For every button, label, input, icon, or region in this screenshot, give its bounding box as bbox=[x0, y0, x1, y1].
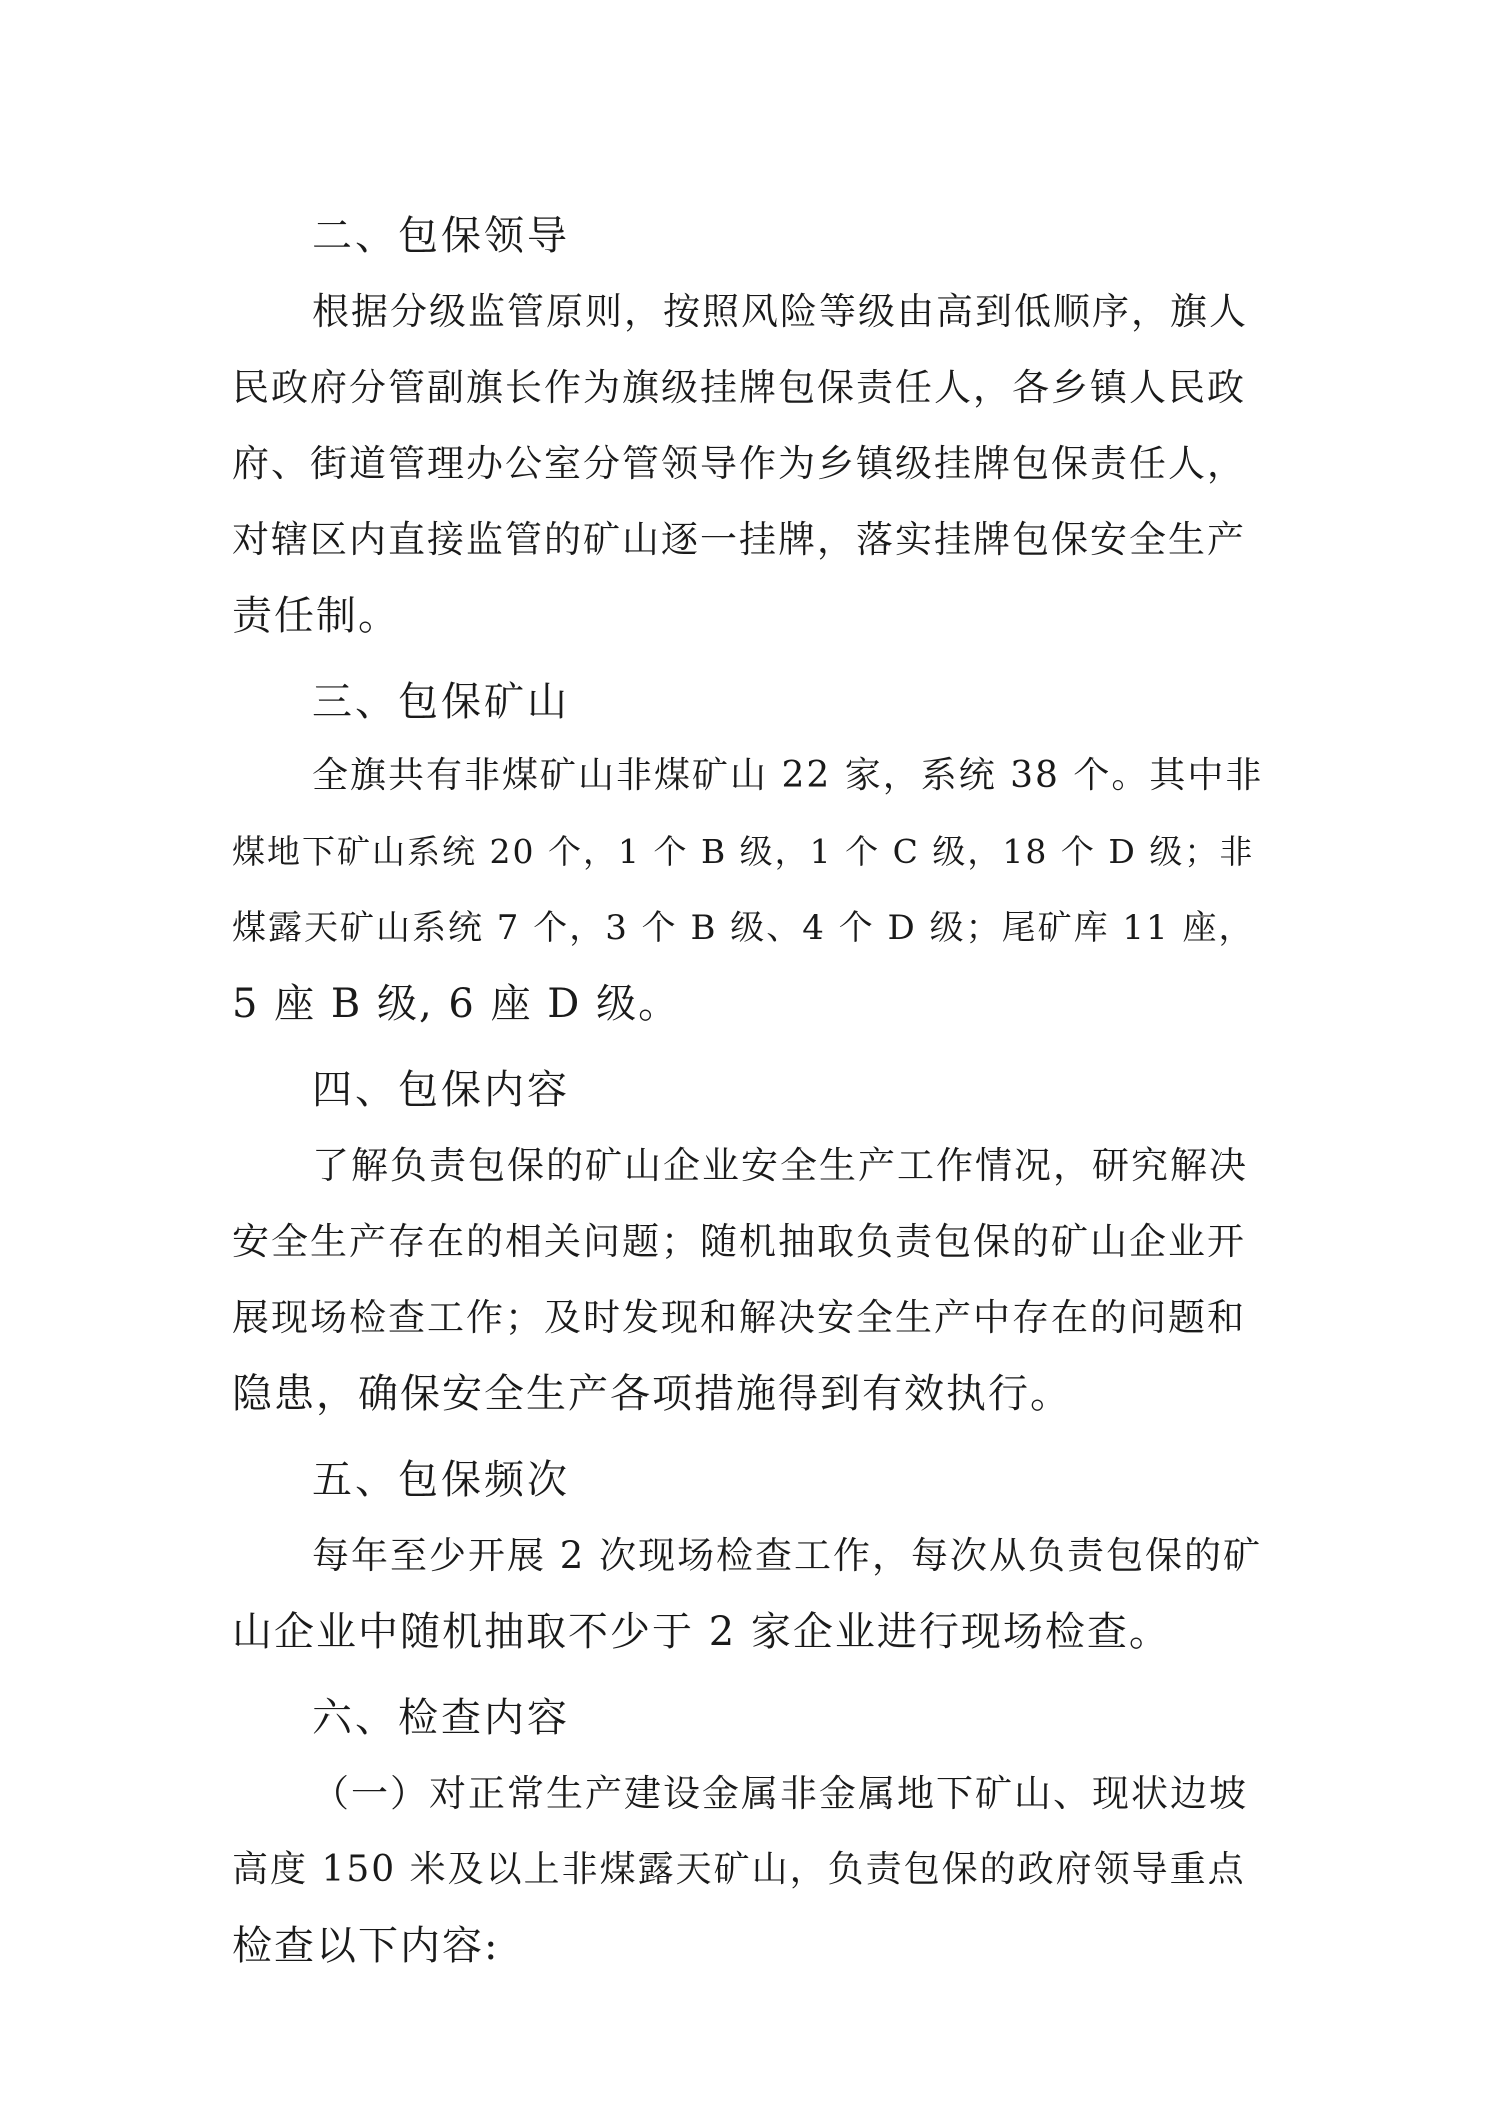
paragraph-line: 5 座 B 级, 6 座 D 级。 bbox=[232, 981, 681, 1027]
paragraph-line: 府、街道管理办公室分管领导作为乡镇级挂牌包保责任人， bbox=[232, 442, 1246, 485]
paragraph-line: 山企业中随机抽取不少于 2 家企业进行现场检查。 bbox=[232, 1609, 1171, 1655]
paragraph-line: 煤露天矿山系统 7 个，3 个 B 级、4 个 D 级；尾矿库 11 座， bbox=[232, 908, 1255, 948]
section-heading: 六、检查内容 bbox=[312, 1695, 570, 1741]
paragraph-line: 检查以下内容: bbox=[232, 1923, 500, 1969]
paragraph-line: 安全生产存在的相关问题；随机抽取负责包保的矿山企业开 bbox=[232, 1220, 1246, 1263]
paragraph-line: 高度 150 米及以上非煤露天矿山，负责包保的政府领导重点 bbox=[232, 1849, 1246, 1890]
section-heading: 四、包保内容 bbox=[312, 1067, 570, 1113]
section-heading: 二、包保领导 bbox=[312, 213, 570, 259]
section-heading: 五、包保频次 bbox=[312, 1457, 570, 1503]
paragraph-line: 责任制。 bbox=[232, 593, 400, 639]
paragraph-line: 对辖区内直接监管的矿山逐一挂牌，落实挂牌包保安全生产 bbox=[232, 518, 1246, 561]
paragraph-line: 隐患，确保安全生产各项措施得到有效执行。 bbox=[232, 1371, 1072, 1417]
section-heading: 三、包保矿山 bbox=[312, 679, 570, 725]
paragraph-line: 了解负责包保的矿山企业安全生产工作情况，研究解决 bbox=[312, 1144, 1248, 1187]
paragraph-line: 根据分级监管原则，按照风险等级由高到低顺序，旗人 bbox=[312, 290, 1248, 333]
paragraph-line: 每年至少开展 2 次现场检查工作，每次从负责包保的矿 bbox=[312, 1534, 1263, 1577]
paragraph-line: 展现场检查工作；及时发现和解决安全生产中存在的问题和 bbox=[232, 1296, 1246, 1339]
paragraph-line: 民政府分管副旗长作为旗级挂牌包保责任人，各乡镇人民政 bbox=[232, 366, 1246, 409]
paragraph-line: （一）对正常生产建设金属非金属地下矿山、现状边坡 bbox=[312, 1772, 1248, 1815]
paragraph-line: 全旗共有非煤矿山非煤矿山 22 家，系统 38 个。其中非 bbox=[312, 755, 1264, 796]
paragraph-line: 煤地下矿山系统 20 个，1 个 B 级，1 个 C 级，18 个 D 级；非 bbox=[232, 832, 1255, 871]
